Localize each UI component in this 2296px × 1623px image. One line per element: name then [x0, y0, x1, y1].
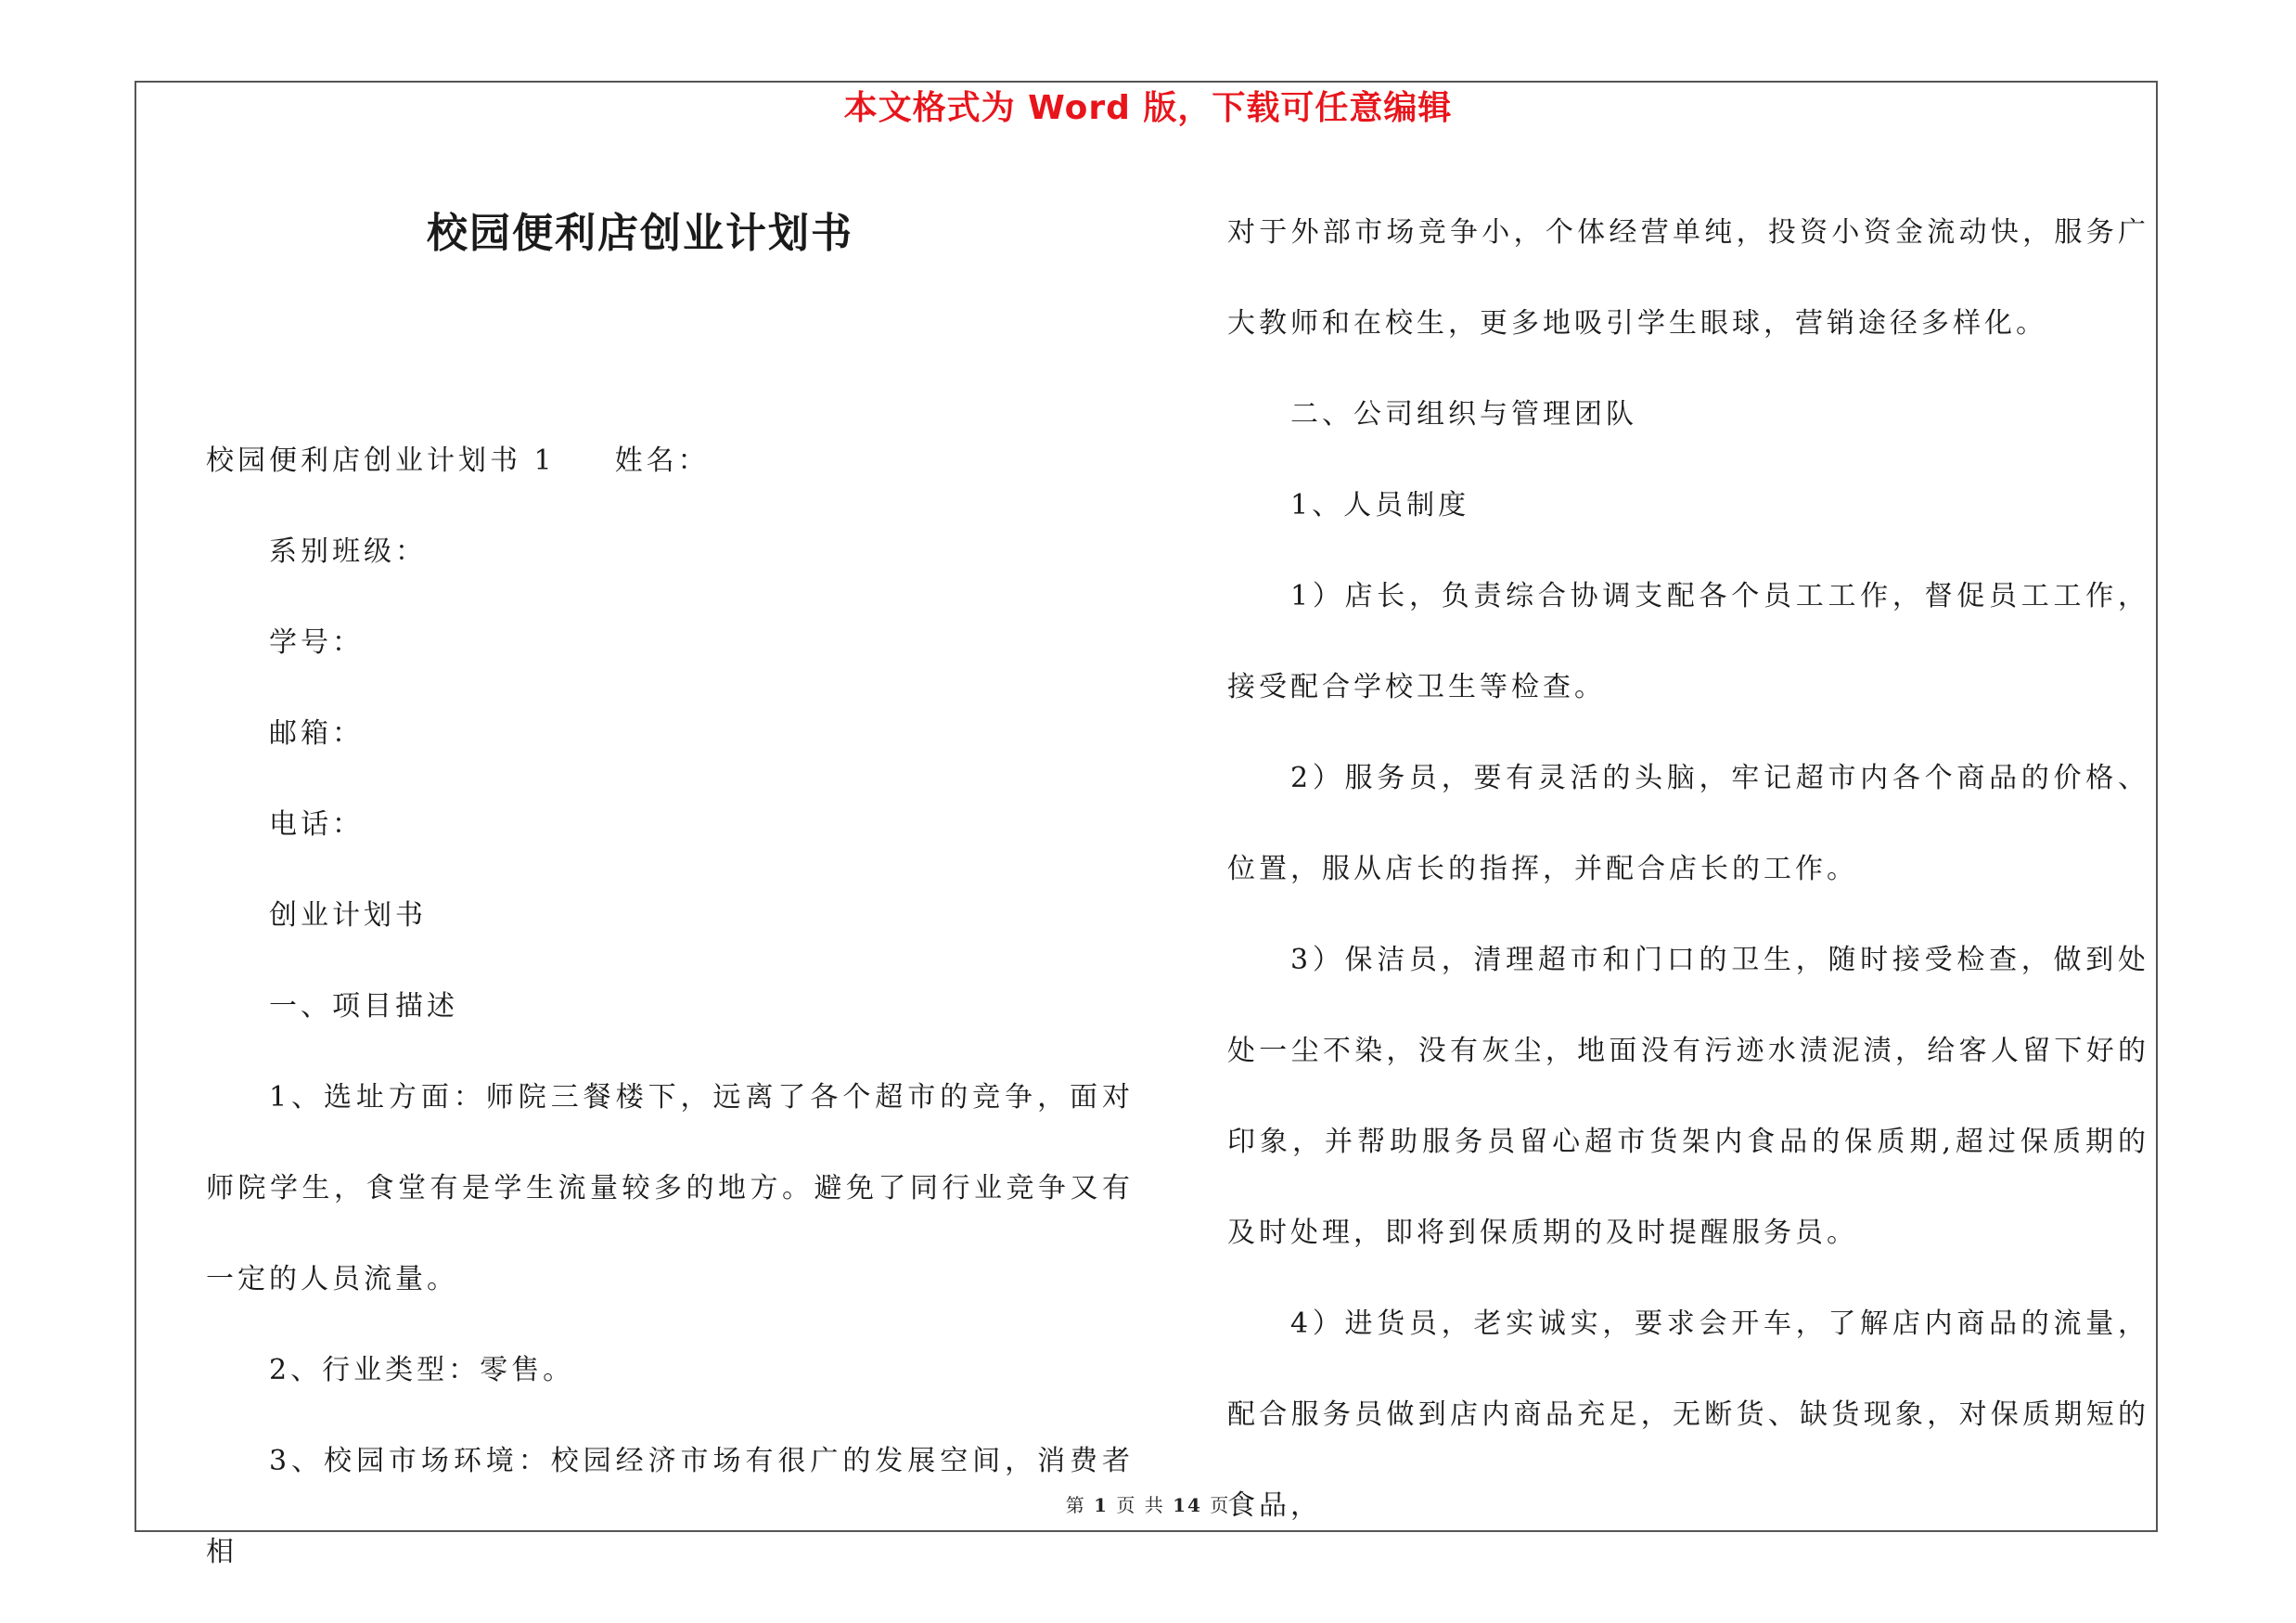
section-heading-project-description: 一、项目描述 [269, 990, 458, 1023]
footer-suffix: 页 [1210, 1494, 1231, 1516]
name-label: 姓名： [614, 444, 710, 477]
class-label: 系别班级： [269, 535, 427, 568]
phone-label: 电话： [269, 808, 364, 841]
paragraph-market-environment: 3、校园市场环境：校园经济市场有很广的发展空间，消费者相 [206, 1445, 1134, 1568]
right-column [1227, 187, 2149, 1552]
paragraph-market-continued: 对于外部市场竞争小，个体经营单纯，投资小资金流动快，服务广大教师和在校生，更多地吸引学生眼球，营销途径多样化。 [1227, 216, 2149, 340]
total-page-count: 14 [1173, 1494, 1202, 1516]
paragraph-clerk: 2）服务员，要有灵活的头脑，牢记超市内各个商品的价格、位置，服从店长的指挥，并配合店长的工作。 [1227, 762, 2149, 885]
paragraph-location: 1、选址方面：师院三餐楼下，远离了各个超市的竞争，面对师院学生，食堂有是学生流量较多的地方。避免了同行业竞争又有一定的人员流量。 [206, 1081, 1134, 1295]
section-heading-organization: 二、公司组织与管理团队 [1290, 398, 1637, 431]
paragraph-cleaner: 3）保洁员，清理超市和门口的卫生，随时接受检查，做到处处一尘不染，没有灰尘，地面没有污迹水渍泥渍，给客人留下好的印象，并帮助服务员留心超市货架内食品的保质期,超过保质期的及时处理，即将到保质期的及时提醒服务员。 [1227, 944, 2149, 1249]
footer-prefix: 第 [1065, 1494, 1086, 1516]
email-label: 邮箱： [269, 717, 364, 750]
subheading-staff-system: 1、人员制度 [1290, 489, 1470, 522]
document-title: 校园便利店创业计划书 [427, 210, 853, 257]
student-id-label: 学号： [269, 626, 364, 659]
page-footer [0, 1492, 2296, 1518]
paragraph-store-manager: 1）店长，负责综合协调支配各个员工工作，督促员工工作，接受配合学校卫生等检查。 [1227, 580, 2149, 703]
plan-header-line [206, 416, 1134, 507]
left-column [206, 416, 1134, 1598]
current-page-number: 1 [1094, 1494, 1109, 1516]
footer-middle: 页 共 [1116, 1494, 1165, 1516]
business-plan-heading: 创业计划书 [269, 899, 427, 932]
editable-notice-banner: 本文格式为 Word 版，下载可任意编辑 [843, 89, 1453, 127]
paragraph-industry-type: 2、行业类型：零售。 [269, 1354, 575, 1386]
plan-header-title: 校园便利店创业计划书 1 [206, 444, 556, 477]
paragraph-purchaser: 4）进货员，老实诚实，要求会开车，了解店内商品的流量，配合服务员做到店内商品充足，无断货、缺货现象，对保质期短的食品， [1227, 1307, 2149, 1522]
